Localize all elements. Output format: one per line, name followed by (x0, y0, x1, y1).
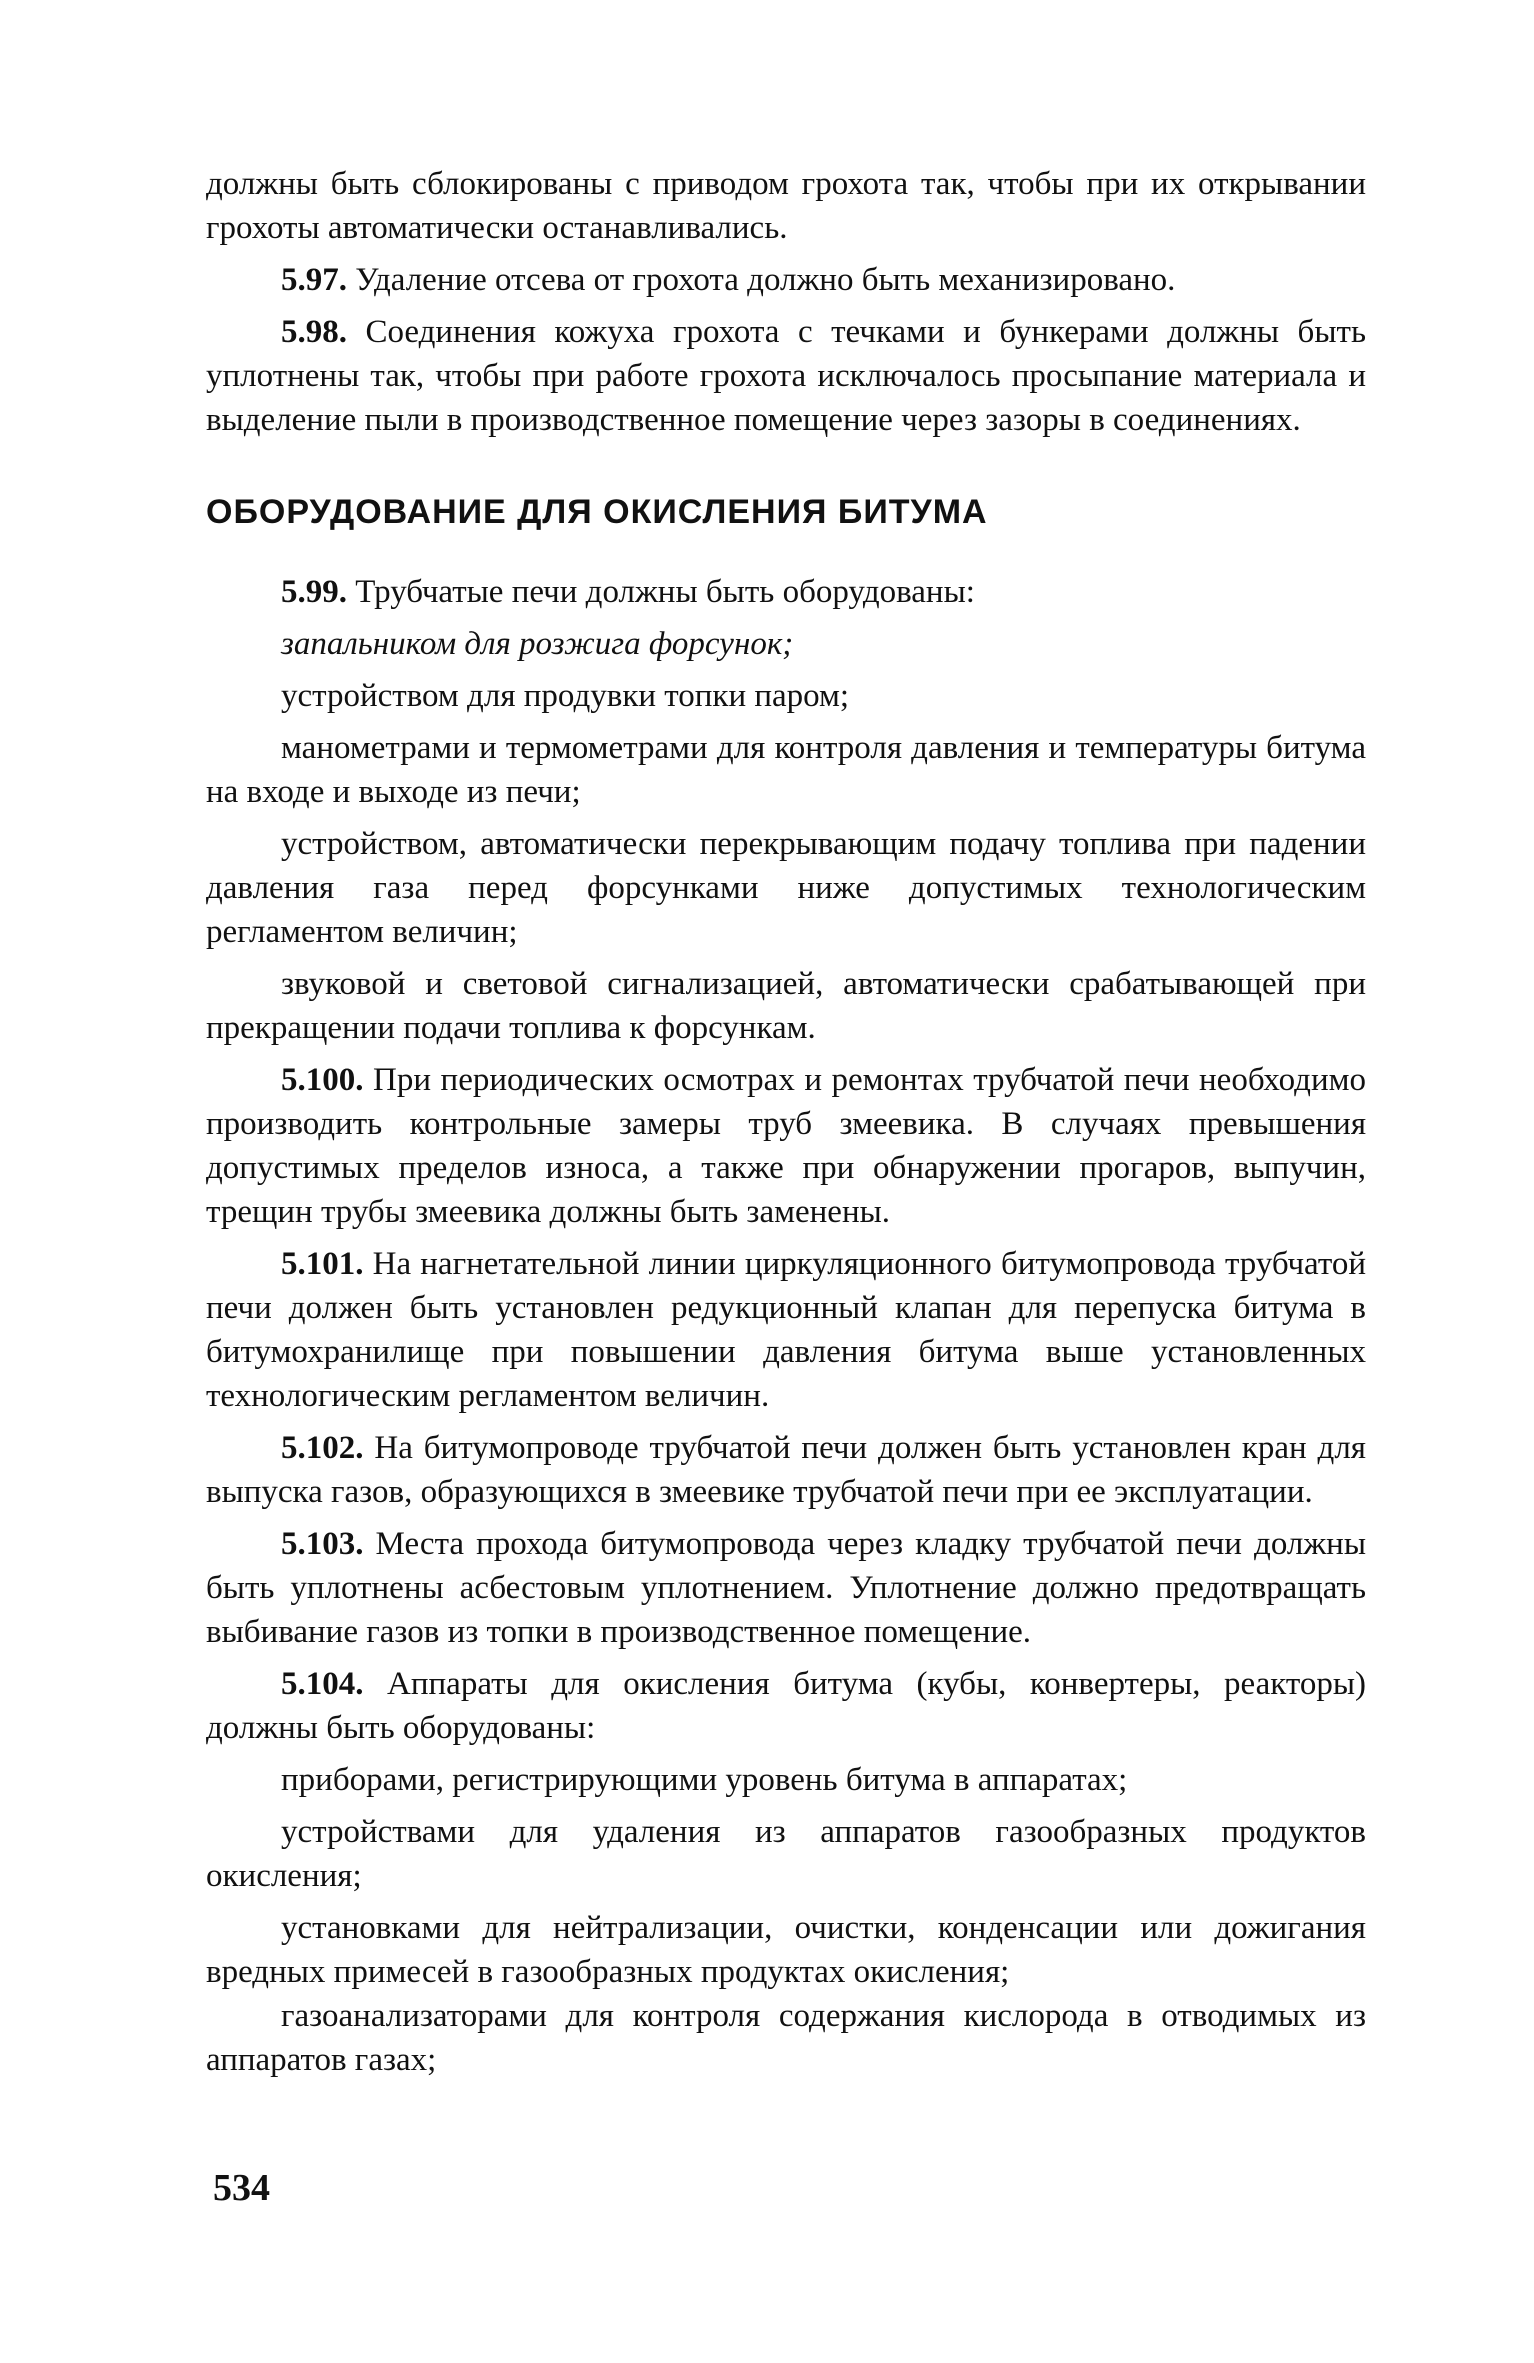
paragraph-text: На битумопроводе трубчатой печи должен быть установлен кран для выпуска газов, образующихся в змеевике трубчатой печи при ее эксплуатации. (206, 1430, 1366, 1510)
item-number: 5.101. (281, 1246, 364, 1282)
paragraph-5-102 (206, 1426, 1366, 1514)
list-item: установками для нейтрализации, очистки, конденсации или дожигания вредных примесей в газообразных продуктах окисления; (206, 1910, 1366, 1990)
paragraph-5-97 (206, 258, 1366, 302)
list-item: устройством, автоматически перекрывающим подачу топлива при падении давления газа перед форсунками ниже допустимых технологическим регламентом величин; (206, 826, 1366, 950)
item-number: 5.104. (281, 1666, 364, 1702)
list-item: газоанализаторами для контроля содержания кислорода в отводимых из аппаратов газах; (206, 1998, 1366, 2078)
paragraph-5-104 (206, 1662, 1366, 1750)
paragraph-text: Удаление отсева от грохота должно быть механизировано. (347, 262, 1176, 298)
paragraph-text: Места прохода битумопровода через кладку трубчатой печи должны быть уплотнены асбестовым уплотнением. Уплотнение должно предотвращать выбивание газов из топки в производственное помещение. (206, 1526, 1366, 1650)
item-number: 5.97. (281, 262, 347, 298)
item-number: 5.100. (281, 1062, 364, 1098)
paragraph-text: На нагнетательной линии циркуляционного битумопровода трубчатой печи должен быть установлен редукционный клапан для перепуска битума в битумохранилище при повышении давления битума выше установленных технологическим регламентом величин. (206, 1246, 1366, 1414)
list-item: устройством для продувки топки паром; (281, 678, 850, 714)
list-item: приборами, регистрирующими уровень битума в аппаратах; (281, 1762, 1128, 1798)
item-number: 5.99. (281, 574, 347, 610)
list-item: устройствами для удаления из аппаратов газообразных продуктов окисления; (206, 1814, 1366, 1894)
section-heading: ОБОРУДОВАНИЕ ДЛЯ ОКИСЛЕНИЯ БИТУМА (206, 493, 988, 531)
paragraph-text: Аппараты для окисления битума (кубы, конвертеры, реакторы) должны быть оборудованы: (206, 1666, 1366, 1746)
paragraph-5-99 (206, 570, 1366, 614)
list-item: запальником для розжига форсунок; (281, 626, 794, 662)
paragraph-text: При периодических осмотрах и ремонтах трубчатой печи необходимо производить контрольные замеры труб змеевика. В случаях превышения допустимых пределов износа, а также при обнаружении прогаров, выпучин, трещин трубы змеевика должны быть заменены. (206, 1062, 1366, 1230)
paragraph-text: Соединения кожуха грохота с течками и бункерами должны быть уплотнены так, чтобы при работе грохота исключалось просыпание материала и выделение пыли в производственное помещение через зазоры в соединениях. (206, 314, 1366, 438)
page-number: 534 (213, 2167, 270, 2209)
continuation-paragraph: должны быть сблокированы с приводом грохота так, чтобы при их открывании грохоты автоматически останавливались. (206, 166, 1366, 246)
page-body (206, 162, 1366, 2082)
paragraph-text: Трубчатые печи должны быть оборудованы: (347, 574, 975, 610)
paragraph-5-100 (206, 1058, 1366, 1234)
paragraph-5-98 (206, 310, 1366, 442)
item-number: 5.98. (281, 314, 347, 350)
item-number: 5.102. (281, 1430, 364, 1466)
list-item: звуковой и световой сигнализацией, автоматически срабатывающей при прекращении подачи топлива к форсункам. (206, 966, 1366, 1046)
list-item: манометрами и термометрами для контроля давления и температуры битума на входе и выходе из печи; (206, 730, 1366, 810)
paragraph-5-103 (206, 1522, 1366, 1654)
paragraph-5-101 (206, 1242, 1366, 1418)
item-number: 5.103. (281, 1526, 364, 1562)
